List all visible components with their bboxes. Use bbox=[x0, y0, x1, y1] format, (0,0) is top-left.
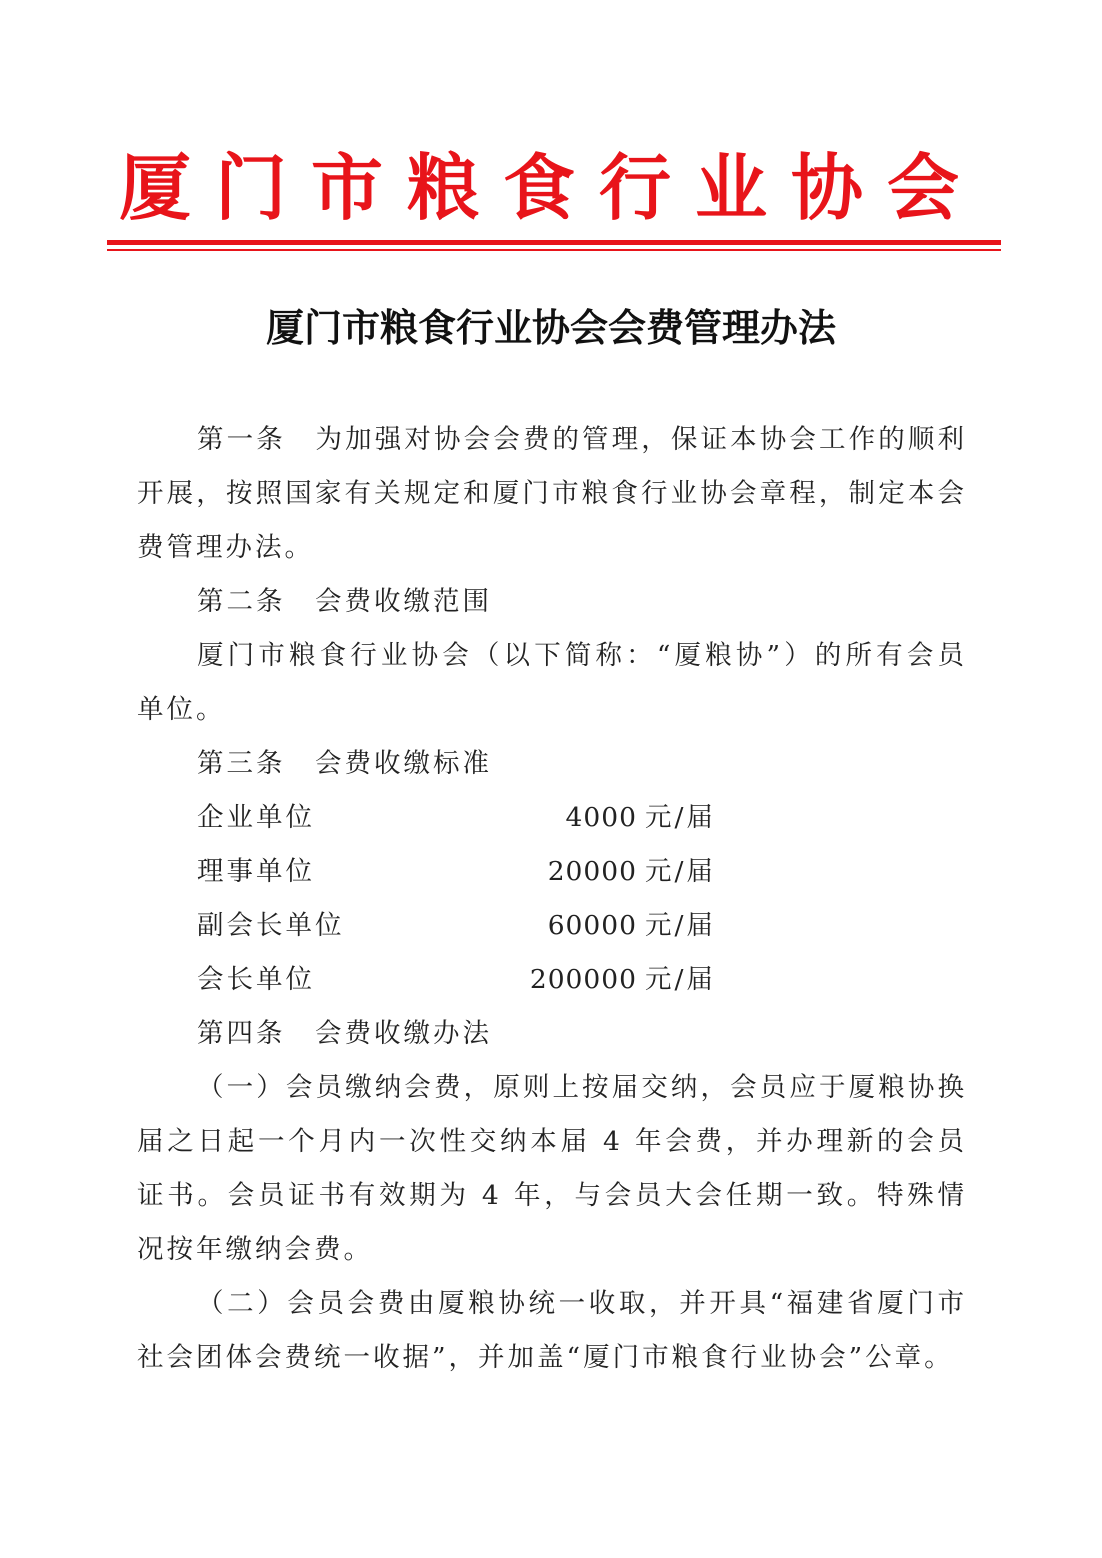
fee-row bbox=[137, 953, 967, 1007]
fee-unit: 元/届 bbox=[645, 856, 716, 887]
fee-category: 企业单位 bbox=[197, 802, 315, 833]
fee-amount: 60000 bbox=[547, 910, 637, 941]
article-1: 第一条 为加强对协会会费的管理，保证本协会工作的顺利开展，按照国家有关规定和厦门市粮食行业协会章程，制定本会费管理办法。 bbox=[137, 424, 967, 563]
article-4-heading: 第四条 会费收缴办法 bbox=[197, 1018, 492, 1049]
document-body bbox=[137, 413, 967, 1385]
document-title: 厦门市粮食行业协会会费管理办法 bbox=[265, 306, 836, 350]
fee-unit: 元/届 bbox=[645, 964, 716, 995]
header-rule-thick bbox=[107, 240, 1001, 245]
fee-unit: 元/届 bbox=[645, 802, 716, 833]
masthead-org-name: 厦门市粮食行业协会 bbox=[118, 146, 983, 230]
fee-row bbox=[137, 899, 967, 953]
fee-category: 会长单位 bbox=[197, 964, 315, 995]
fee-amount: 200000 bbox=[529, 964, 637, 995]
article-4-item-2: （二）会员会费由厦粮协统一收取，并开具“福建省厦门市社会团体会费统一收据”，并加盖“厦门市粮食行业协会”公章。 bbox=[137, 1288, 967, 1373]
fee-row bbox=[137, 791, 967, 845]
fee-amount: 4000 bbox=[565, 802, 637, 833]
article-4-item-1: （一）会员缴纳会费，原则上按届交纳，会员应于厦粮协换届之日起一个月内一次性交纳本届 4 年会费，并办理新的会员证书。会员证书有效期为 4 年，与会员大会任期一致。特殊情况按年缴纳会费。 bbox=[137, 1072, 967, 1265]
fee-row bbox=[137, 845, 967, 899]
article-2-heading: 第二条 会费收缴范围 bbox=[197, 586, 492, 617]
fee-unit: 元/届 bbox=[645, 910, 716, 941]
fee-category: 副会长单位 bbox=[197, 910, 345, 941]
article-3-heading: 第三条 会费收缴标准 bbox=[197, 748, 492, 779]
header-rule-thin bbox=[107, 249, 1001, 251]
fee-amount: 20000 bbox=[547, 856, 637, 887]
article-2-body: 厦门市粮食行业协会（以下简称：“厦粮协”）的所有会员单位。 bbox=[137, 640, 967, 725]
fee-category: 理事单位 bbox=[197, 856, 315, 887]
